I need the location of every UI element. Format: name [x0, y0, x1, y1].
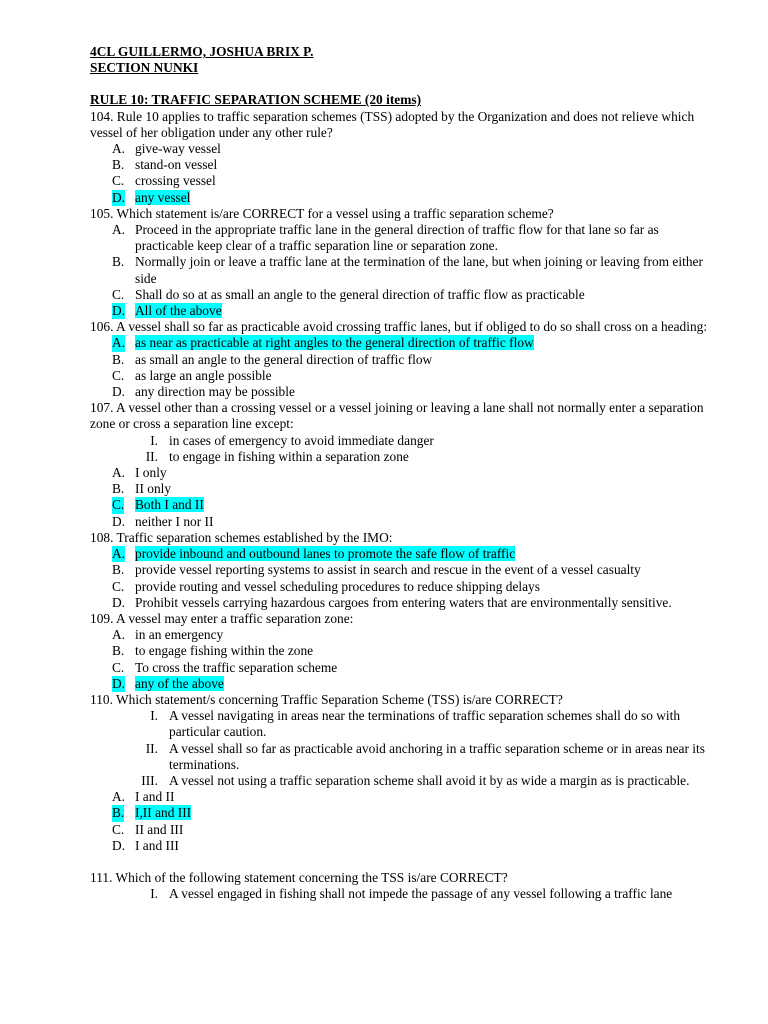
option-d: D. Prohibit vessels carrying hazardous cargoes from entering waters that are environmentally sensitive. [112, 594, 672, 610]
option-b: B. to engage fishing within the zone [112, 643, 314, 659]
question-105 [90, 206, 708, 319]
option-c: C. as large an angle possible [112, 367, 272, 383]
option-a: A. give-way vessel [112, 141, 221, 157]
question-text: 104. Rule 10 applies to traffic separation schemes (TSS) adopted by the Organization and does not relieve which vessel of her obligation under any other rule? [90, 108, 695, 140]
option-d: D. neither I nor II [112, 513, 214, 529]
option-d-answer: D. any of the above [112, 675, 224, 691]
question-111 [90, 870, 708, 902]
option-a: A. in an emergency [112, 627, 224, 643]
question-104 [90, 109, 708, 206]
option-d: D. I and III [112, 837, 179, 853]
option-c: C. II and III [112, 821, 184, 837]
option-d: D. any direction may be possible [112, 384, 295, 400]
option-a-answer: A. as near as practicable at right angles to the general direction of traffic flow [112, 335, 534, 351]
roman-item-i: I. in cases of emergency to avoid immediate danger [150, 432, 434, 448]
roman-item-iii: III. A vessel not using a traffic separation scheme shall avoid it by as wide a margin as is practicable. [141, 772, 690, 788]
roman-item-ii: II. A vessel shall so far as practicable avoid anchoring in a traffic separation scheme or in areas near its terminations. [145, 740, 705, 772]
question-106 [90, 319, 708, 400]
roman-item-i: I. A vessel navigating in areas near the terminations of traffic separation schemes shall do so with particular caution. [150, 708, 681, 740]
option-b-answer: B. I,II and III [112, 805, 192, 821]
question-text: 111. Which of the following statement concerning the TSS is/are CORRECT? [90, 869, 508, 885]
rule-title: RULE 10: TRAFFIC SEPARATION SCHEME (20 items) [90, 92, 422, 108]
question-text: 107. A vessel other than a crossing vessel or a vessel joining or leaving a lane shall not normally enter a separation zone or cross a separation line except: [90, 400, 704, 432]
option-c-answer: C. Both I and II [112, 497, 204, 513]
question-110 [90, 692, 708, 854]
question-text: 105. Which statement is/are CORRECT for a vessel using a traffic separation scheme? [90, 205, 554, 221]
question-108 [90, 530, 708, 611]
roman-item-ii: II. to engage in fishing within a separation zone [145, 448, 409, 464]
question-text: 106. A vessel shall so far as practicable avoid crossing traffic lanes, but if obliged to do so shall cross on a heading: [90, 319, 708, 335]
question-text: 110. Which statement/s concerning Traffic Separation Scheme (TSS) is/are CORRECT? [90, 691, 563, 707]
option-c: C. Shall do so at as small an angle to the general direction of traffic flow as practicable [112, 286, 585, 302]
option-b: B. as small an angle to the general direction of traffic flow [112, 351, 433, 367]
option-b: B. Normally join or leave a traffic lane at the termination of the lane, but when joining or leaving from either side [112, 254, 703, 286]
option-a: A. I and II [112, 789, 175, 805]
option-c: C. provide routing and vessel scheduling procedures to reduce shipping delays [112, 578, 540, 594]
option-c: C. To cross the traffic separation scheme [112, 659, 338, 675]
option-d-answer: D. any vessel [112, 189, 191, 205]
option-b: B. II only [112, 481, 172, 497]
question-text: 108. Traffic separation schemes established by the IMO: [90, 529, 393, 545]
option-a: A. I only [112, 465, 167, 481]
question-107 [90, 400, 708, 530]
option-b: B. stand-on vessel [112, 157, 218, 173]
option-a-answer: A. provide inbound and outbound lanes to promote the safe flow of traffic [112, 546, 516, 562]
question-text: 109. A vessel may enter a traffic separation zone: [90, 610, 354, 626]
student-name: 4CL GUILLERMO, JOSHUA BRIX P. [90, 44, 314, 59]
section-name: SECTION NUNKI [90, 60, 199, 76]
roman-item-i: I. A vessel engaged in fishing shall not impede the passage of any vessel following a traffic lane [150, 886, 673, 902]
question-109 [90, 611, 708, 692]
option-c: C. crossing vessel [112, 173, 216, 189]
option-a: A. Proceed in the appropriate traffic lane in the general direction of traffic flow for that lane so far as practicable keep clear of a traffic separation line or separation zone. [112, 222, 659, 254]
option-d-answer: D. All of the above [112, 303, 222, 319]
option-b: B. provide vessel reporting systems to assist in search and rescue in the event of a vessel casualty [112, 562, 641, 578]
